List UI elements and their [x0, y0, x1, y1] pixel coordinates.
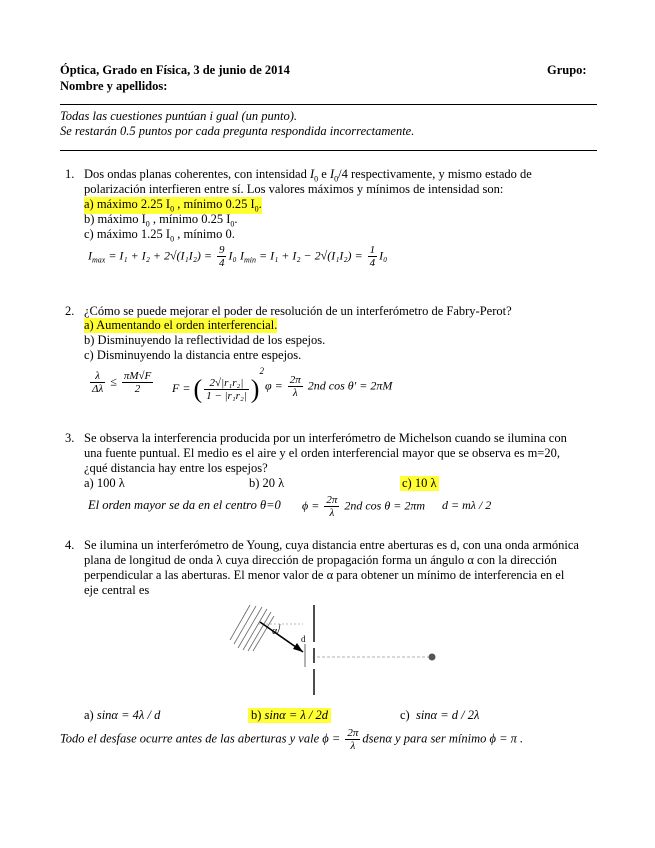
q4-option-c: c) sinα = d / 2λ: [400, 708, 480, 722]
young-diagram: [225, 600, 445, 700]
bottom-rule: [60, 150, 597, 151]
q3-number: 3.: [65, 431, 75, 445]
q3-line-1: Se observa la interferencia producida por un interferómetro de Michelson cuando se ilumina con: [84, 431, 567, 445]
q4-line-4: eje central es: [84, 583, 150, 597]
q3-note: El orden mayor se da en el centro θ=0: [88, 498, 281, 512]
q3-option-a: a) 100 λ: [84, 476, 125, 490]
q1-number: 1.: [65, 167, 75, 181]
q3-option-c: c) 10 λ: [402, 476, 437, 490]
q3-line-3: ¿qué distancia hay entre los espejos?: [84, 461, 268, 475]
q2-formula-phase: φ = $\frac{2\pi}{\lambda}$ 2nd cos θ′ = 2πM: [265, 374, 393, 399]
instruction-line-1: Todas las cuestiones puntúan i gual (un punto).: [60, 109, 298, 123]
q4-option-b: b) sinα = λ / 2d: [248, 708, 331, 723]
d-label: d: [301, 634, 306, 644]
name-label: Nombre y apellidos:: [60, 79, 168, 93]
observation-point: [429, 654, 436, 661]
q2-question: ¿Cómo se puede mejorar el poder de resolución de un interferómetro de Fabry-Perot?: [84, 304, 512, 318]
q4-line-1: Se ilumina un interferómetro de Young, cuya distancia entre aberturas es d, con una onda armónica: [84, 538, 579, 552]
top-rule: [60, 104, 597, 105]
q4-number: 4.: [65, 538, 75, 552]
exam-title: Óptica, Grado en Física, 3 de junio de 2014: [60, 63, 290, 77]
q1-line-1: Dos ondas planas coherentes, con intensidad $I_0$ e $I_0/4$ respectivamente, y mismo estado de: [84, 167, 532, 184]
q1-formula-min: $I_{min} = I_1 + I_2 - 2√(I_1I_2)$ = $\frac{1}{4}$ I₀: [240, 244, 388, 269]
q4-line-2: plana de longitud de onda λ cuya dirección de propagación forma un ángulo α con la dirección: [84, 553, 557, 567]
q4-option-a: a) sinα = 4λ / d: [84, 708, 161, 722]
q1-option-c: c) máximo 1.25 $I_0$ , mínimo 0.: [84, 227, 235, 244]
instruction-line-2: Se restarán 0.5 puntos por cada pregunta respondida incorrectamente.: [60, 124, 415, 138]
q2-formula-finesse: F = ( $\frac{\text{2√|r₁r₂|}}{\text{1 − |r₁r₂|}}$ )$^2$: [172, 366, 264, 404]
arrow-head: [293, 643, 303, 652]
q4-line-3: perpendicular a las aberturas. El menor valor de α para obtener un mínimo de interferencia en el: [84, 568, 565, 582]
q3-option-b: b) 20 λ: [249, 476, 285, 490]
group-label: Grupo:: [547, 63, 587, 77]
q2-number: 2.: [65, 304, 75, 318]
q1-formula-max: $I_{max} = I_1 + I_2 + 2√(I_1I_2)$ = $\frac{9}{4}$ I₀: [88, 244, 237, 269]
q2-option-a: a) Aumentando el orden interferencial.: [84, 318, 278, 332]
q3-formula-phase: ϕ = $\frac{2\pi}{\lambda}$ 2nd cos θ = 2πm: [302, 494, 425, 519]
q1-option-a: a) máximo 2.25 $I_0$ , mínimo 0.25 $I_0$.: [84, 197, 262, 214]
q1-option-b: b) máximo $I_0$ , mínimo 0.25 $I_0$.: [84, 212, 238, 229]
q1-line-2: polarización interfieren entre sí. Los valores máximos y mínimos de intensidad son:: [84, 182, 504, 196]
q3-formula-d: d = mλ / 2: [442, 498, 492, 512]
alpha-label: α: [272, 626, 278, 637]
q3-line-2: una fuente puntual. El medio es el aire y el orden interferencial mayor que se observa es m=20,: [84, 446, 560, 460]
q2-formula-resolution: $\frac{\lambda}{\Delta\lambda}$ ≤ $\frac{\pi M√F}{2}$: [92, 370, 152, 395]
q2-option-b: b) Disminuyendo la reflectividad de los espejos.: [84, 333, 326, 347]
q2-option-c: c) Disminuyendo la distancia entre espejos.: [84, 348, 302, 362]
q4-note: Todo el desfase ocurre antes de las aberturas y vale ϕ = $\frac{2\pi}{\lambda}$ dsenα y para ser mínimo ϕ = π .: [60, 727, 524, 752]
